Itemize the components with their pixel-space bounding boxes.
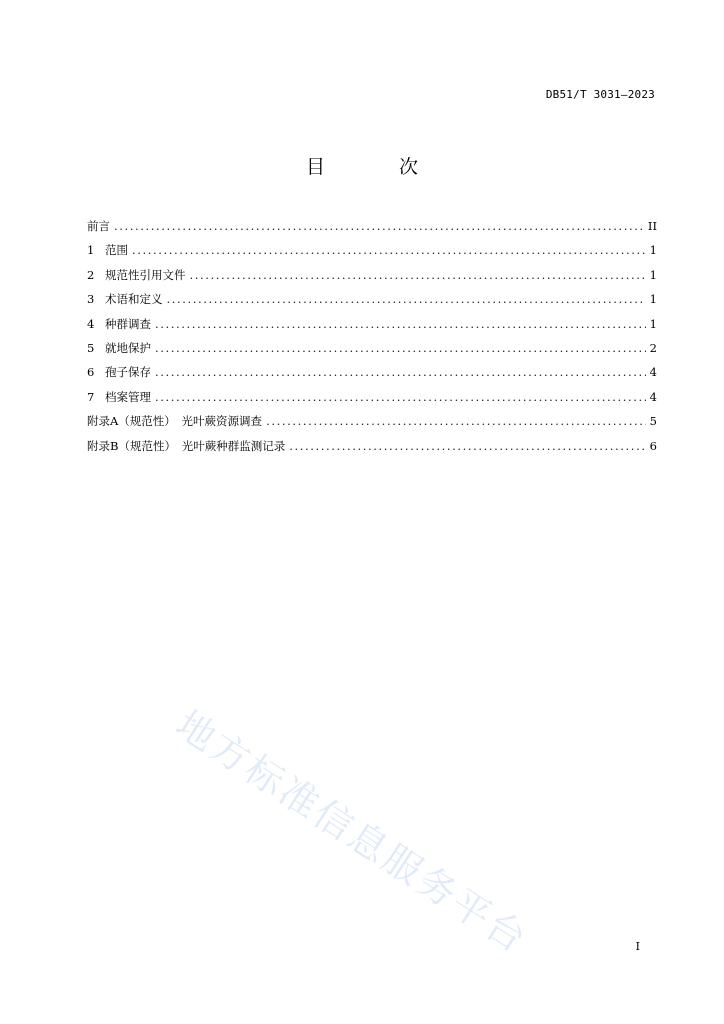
table-of-contents — [87, 218, 657, 462]
document-code: DB51/T 3031—2023 — [545, 88, 655, 101]
toc-title: 目 次 — [305, 156, 453, 178]
toc-entry-page: 4 — [649, 389, 657, 404]
toc-entry-population-survey[interactable] — [87, 316, 657, 340]
toc-entry-label: 前言 — [87, 219, 110, 233]
toc-entry-label: 附录A（规范性） 光叶蕨资源调查 — [87, 414, 263, 429]
toc-entry-foreword[interactable] — [87, 218, 657, 242]
toc-entry-page: 1 — [649, 243, 657, 258]
toc-leader-dots — [190, 268, 646, 282]
toc-entry-page: 1 — [649, 292, 657, 307]
toc-entry-number: 2 — [87, 267, 95, 282]
toc-entry-label: 规范性引用文件 — [105, 267, 186, 282]
toc-entry-label: 档案管理 — [105, 389, 151, 404]
toc-entry-label: 附录B（规范性） 光叶蕨种群监测记录 — [87, 438, 286, 453]
toc-entry-label: 范围 — [105, 243, 128, 258]
toc-leader-dots — [155, 341, 646, 355]
toc-leader-dots — [114, 219, 644, 233]
toc-entry-page: 6 — [649, 438, 657, 453]
toc-entry-page: 1 — [649, 316, 657, 331]
toc-leader-dots — [155, 390, 646, 404]
toc-entry-appendix-a[interactable] — [87, 413, 657, 437]
page-number: I — [635, 940, 640, 953]
toc-entry-label: 种群调查 — [105, 316, 151, 331]
toc-entry-page: 4 — [649, 365, 657, 380]
toc-entry-archive-management[interactable] — [87, 389, 657, 413]
toc-leader-dots — [132, 243, 646, 257]
toc-leader-dots — [289, 439, 645, 453]
toc-entry-number: 3 — [87, 292, 95, 307]
toc-entry-number: 5 — [87, 340, 95, 355]
toc-entry-number: 4 — [87, 316, 95, 331]
toc-entry-label: 就地保护 — [105, 340, 151, 355]
toc-entry-in-situ-protection[interactable] — [87, 340, 657, 364]
toc-entry-normative-references[interactable] — [87, 267, 657, 291]
toc-entry-number: 1 — [87, 243, 95, 258]
toc-entry-spore-preservation[interactable] — [87, 364, 657, 388]
toc-entry-appendix-b[interactable] — [87, 438, 657, 462]
toc-entry-page: 2 — [649, 340, 657, 355]
toc-leader-dots — [155, 365, 646, 379]
toc-leader-dots — [155, 317, 646, 331]
toc-leader-dots — [266, 414, 646, 428]
toc-entry-label: 孢子保存 — [105, 365, 151, 380]
toc-entry-number: 7 — [87, 389, 95, 404]
toc-entry-page: 1 — [649, 267, 657, 282]
toc-entry-scope[interactable] — [87, 242, 657, 266]
toc-entry-terms-definitions[interactable] — [87, 291, 657, 315]
toc-entry-number: 6 — [87, 365, 95, 380]
toc-entry-page: 5 — [649, 414, 657, 429]
watermark-text: 地方标准信息服务平台 — [168, 701, 536, 963]
toc-entry-page: II — [647, 219, 657, 233]
toc-entry-label: 术语和定义 — [105, 292, 163, 307]
toc-leader-dots — [167, 292, 646, 306]
